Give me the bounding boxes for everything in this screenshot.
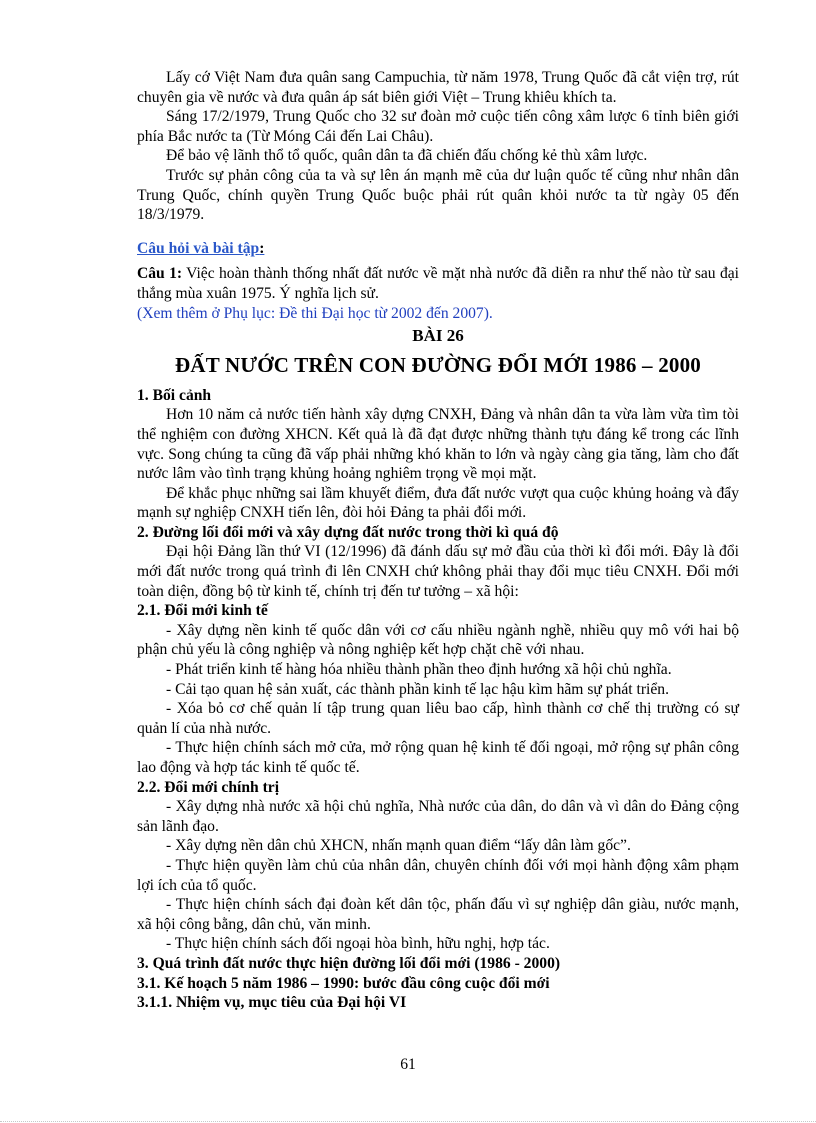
paragraph: Để khắc phục những sai lầm khuyết điểm, đưa đất nước vượt qua cuộc khủng hoảng và đẩy mạnh sự nghiệp CNXH tiến lên, đòi hỏi Đảng ta phải đổi mới.	[137, 484, 739, 522]
list-item: - Xóa bỏ cơ chế quản lí tập trung quan liêu bao cấp, hình thành cơ chế thị trường có sự quản lí của nhà nước.	[137, 700, 739, 737]
question-1	[137, 264, 739, 303]
list-item: - Thực hiện quyền làm chủ của nhân dân, chuyên chính đối với mọi hành động xâm phạm lợi ích của tổ quốc.	[137, 856, 739, 894]
paragraph: Trước sự phản công của ta và sự lên án mạnh mẽ của dư luận quốc tế cũng như nhân dân Trung Quốc, chính quyền Trung Quốc buộc phải rút quân khỏi nước ta từ ngày 05 đến 18/3/1979.	[137, 166, 739, 224]
list-item: - Xây dựng nền kinh tế quốc dân với cơ cấu nhiều ngành nghề, nhiều quy mô với hai bộ phận chủ yếu là công nghiệp và nông nghiệp kết hợp chặt chẽ với nhau.	[137, 621, 739, 659]
question-1-label: Câu 1:	[137, 265, 183, 283]
question-1-text: Việc hoàn thành thống nhất đất nước về mặt nhà nước đã diễn ra như thế nào từ sau đại thắng mùa xuân 1975. Ý nghĩa lịch sử.	[137, 265, 740, 302]
list-item: - Thực hiện chính sách đại đoàn kết dân tộc, phấn đấu vì sự nghiệp dân giàu, nước mạnh, xã hội công bằng, dân chủ, văn minh.	[137, 896, 739, 933]
paragraph: Lấy cớ Việt Nam đưa quân sang Campuchia, từ năm 1978, Trung Quốc đã cắt viện trợ, rút chuyên gia về nước và đưa quân áp sát biên giới Việt – Trung khiêu khích ta.	[137, 69, 739, 106]
list-item: - Cải tạo quan hệ sản xuất, các thành phần kinh tế lạc hậu kìm hãm sự phát triển.	[166, 680, 669, 698]
paragraph: Hơn 10 năm cả nước tiến hành xây dựng CNXH, Đảng và nhân dân ta vừa làm vừa tìm tòi thể nghiệm con đường XHCN. Kết quả là đã đạt được những thành tựu đáng kể trong các lĩnh vực. Song chúng ta cũng đã vấp phải những khó khăn to lớn và ngày càng gia tăng, làm cho đất nước lâm vào tình trạng khủng hoảng nghiêm trọng về mọi mặt.	[137, 406, 739, 483]
subsection-heading-3-1-1: 3.1.1. Nhiệm vụ, mục tiêu của Đại hội VI	[137, 994, 407, 1012]
list-item: - Xây dựng nền dân chủ XHCN, nhấn mạnh quan điểm “lấy dân làm gốc”.	[166, 837, 631, 855]
lesson-title: ĐẤT NƯỚC TRÊN CON ĐƯỜNG ĐỔI MỚI 1986 – 2000	[174, 352, 702, 377]
subsection-heading-2-2: 2.2. Đổi mới chính trị	[137, 778, 280, 796]
exercises-heading-text: Câu hỏi và bài tập	[137, 239, 260, 257]
section-heading-3: 3. Quá trình đất nước thực hiện đường lối đổi mới (1986 - 2000)	[137, 954, 561, 972]
page-content	[137, 68, 739, 1013]
subsection-heading-3-1: 3.1. Kế hoạch 5 năm 1986 – 1990: bước đầu công cuộc đổi mới	[137, 974, 550, 992]
paragraph: Để bảo vệ lãnh thổ tổ quốc, quân dân ta đã chiến đấu chống kẻ thù xâm lược.	[166, 147, 648, 165]
list-item: - Thực hiện chính sách đối ngoại hòa bình, hữu nghị, hợp tác.	[166, 935, 550, 953]
page-number: 61	[400, 1056, 416, 1073]
exercises-heading	[137, 239, 739, 259]
page-bottom-divider	[0, 1121, 816, 1122]
section-heading-2: 2. Đường lối đổi mới và xây dựng đất nước trong thời kì quá độ	[137, 523, 559, 541]
lesson-number: BÀI 26	[412, 326, 464, 346]
list-item: - Thực hiện chính sách mở cửa, mở rộng quan hệ kinh tế đối ngoại, mở rộng sự phân công lao động và hợp tác kinh tế quốc tế.	[137, 739, 739, 776]
section-heading-1: 1. Bối cảnh	[137, 386, 212, 404]
list-item: - Phát triển kinh tế hàng hóa nhiều thành phần theo định hướng xã hội chủ nghĩa.	[166, 661, 672, 679]
paragraph: Sáng 17/2/1979, Trung Quốc cho 32 sư đoàn mở cuộc tiến công xâm lược 6 tỉnh biên giới phía Bắc nước ta (Từ Móng Cái đến Lai Châu).	[137, 108, 739, 145]
exercises-heading-colon: :	[259, 239, 265, 257]
appendix-reference: (Xem thêm ở Phụ lục: Đề thi Đại học từ 2002 đến 2007).	[137, 304, 493, 322]
subsection-heading-2-1: 2.1. Đổi mới kinh tế	[137, 602, 268, 620]
paragraph: Đại hội Đảng lần thứ VI (12/1996) đã đánh dấu sự mở đầu của thời kì đổi mới. Đây là đổi mới đất nước trong quá trình đi lên CNXH chứ không phải thay đổi mục tiêu CNXH. Đổi mới toàn diện, đồng bộ từ kinh tế, chính trị đến tư tưởng – xã hội:	[137, 543, 739, 600]
list-item: - Xây dựng nhà nước xã hội chủ nghĩa, Nhà nước của dân, do dân và vì dân do Đảng cộng sản lãnh đạo.	[137, 798, 739, 835]
